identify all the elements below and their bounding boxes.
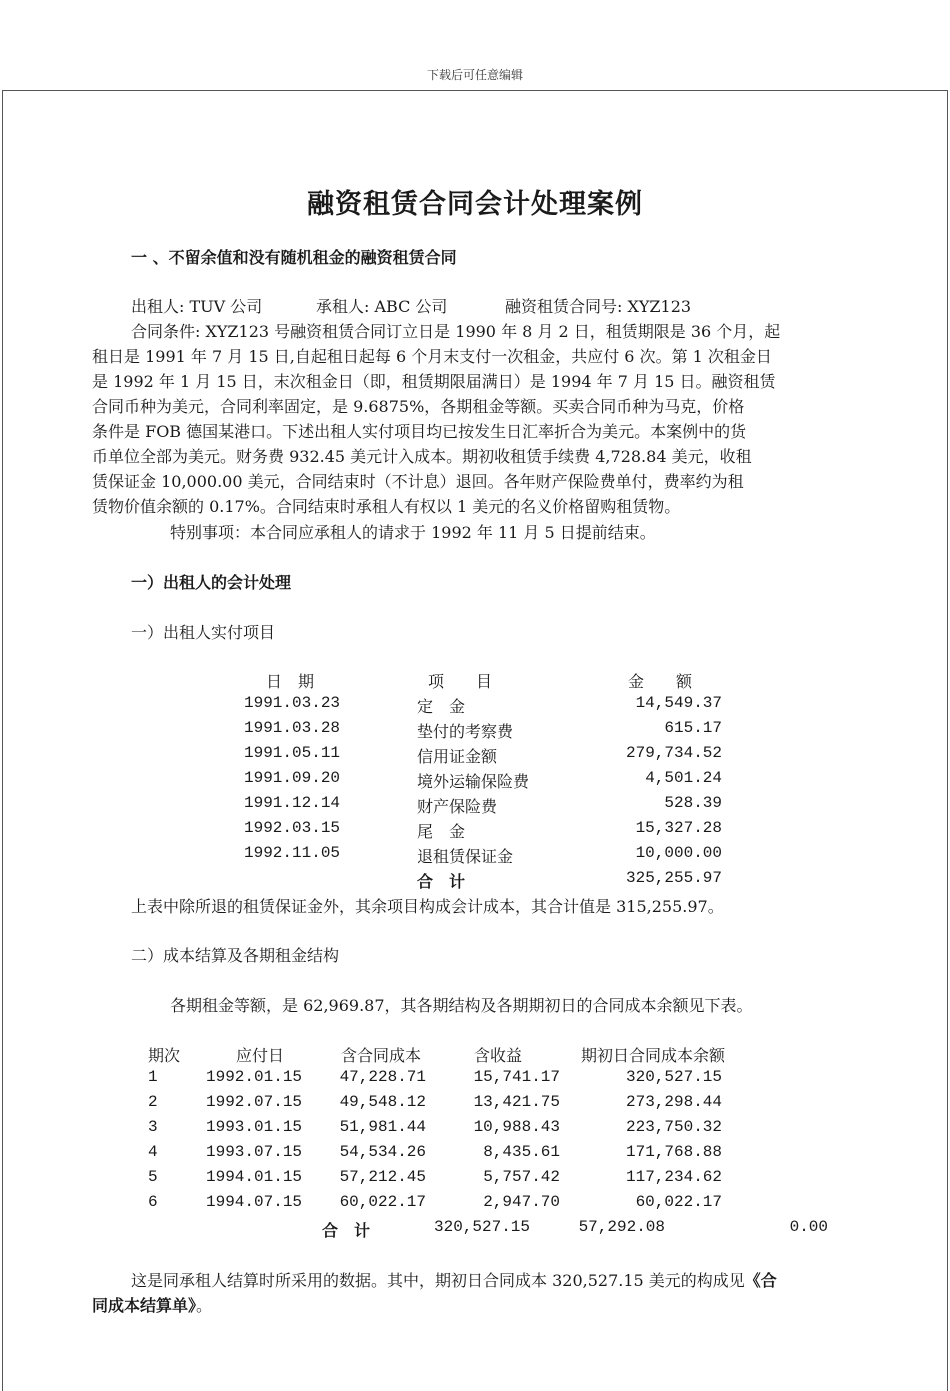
document-reference: 《合: [744, 1271, 777, 1290]
terms-line: 租日是 1991 年 7 月 15 日,自起租日起每 6 个月末支付一次租金，共应付 6 次。第 1 次租金日: [92, 347, 772, 366]
cell-period: 2: [148, 1093, 158, 1111]
column-header: 含合同成本: [341, 1046, 422, 1065]
rent-intro: 各期租金等额，是 62,969.87，其各期结构及各期期初日的合同成本余额见下表。: [170, 996, 753, 1015]
cell-amount: 279,734.52: [625, 744, 722, 762]
terms-line: 币单位全部为美元。财务费 932.45 美元计入成本。期初收租赁手续费 4,728.84 美元，收租: [92, 447, 752, 466]
cell-period: 6: [148, 1193, 158, 1211]
cell-date: 1991.09.20: [244, 769, 341, 787]
subsection-title: 二）成本结算及各期租金结构: [131, 946, 340, 965]
cell-due-date: 1993.07.15: [206, 1143, 303, 1161]
total-label: 合 计: [322, 1221, 371, 1240]
cell-date: 1991.03.23: [244, 694, 341, 712]
cell-amount: 10,000.00: [635, 844, 722, 862]
cell-amount: 15,327.28: [635, 819, 722, 837]
cell-date: 1991.03.28: [244, 719, 341, 737]
cell-balance: 60,022.17: [635, 1193, 722, 1211]
terms-line: 赁保证金 10,000.00 美元，合同结束时（不计息）退回。各年财产保险费单付，费率约为租: [92, 472, 744, 491]
column-header: 含收益: [474, 1046, 523, 1065]
cell-income: 10,988.43: [473, 1118, 560, 1136]
lessor: 出租人: TUV 公司: [131, 297, 263, 316]
column-header: 日 期: [266, 672, 315, 691]
cell-income: 8,435.61: [483, 1143, 560, 1161]
cell-income: 15,741.17: [473, 1068, 560, 1086]
cell-item: 信用证金额: [417, 747, 498, 766]
cell-income: 5,757.42: [483, 1168, 560, 1186]
column-header: 期初日合同成本余额: [581, 1046, 726, 1065]
cell-cost: 49,548.12: [339, 1093, 426, 1111]
cell-due-date: 1994.07.15: [206, 1193, 303, 1211]
section-heading-lessor: 一）出租人的会计处理: [131, 573, 292, 592]
cell-date: 1991.05.11: [244, 744, 341, 762]
cell-date: 1992.03.15: [244, 819, 341, 837]
closing-text: 这是同承租人结算时所采用的数据。其中，期初日合同成本 320,527.15 美元的构成见: [131, 1271, 745, 1290]
cell-cost: 54,534.26: [339, 1143, 426, 1161]
cell-item: 财产保险费: [417, 797, 498, 816]
total-balance: 0.00: [789, 1218, 828, 1236]
terms-line: 条件是 FOB 德国某港口。下述出租人实付项目均已按发生日汇率折合为美元。本案例中的货: [92, 422, 747, 441]
cell-item: 定 金: [417, 697, 466, 716]
document-title: 融资租赁合同会计处理案例: [307, 189, 643, 220]
column-header: 期次: [148, 1046, 181, 1065]
cell-income: 2,947.70: [483, 1193, 560, 1211]
cell-amount: 528.39: [664, 794, 722, 812]
cell-cost: 47,228.71: [339, 1068, 426, 1086]
terms-line: 合同条件: XYZ123 号融资租赁合同订立日是 1990 年 8 月 2 日，租赁期限是 36 个月，起: [131, 322, 781, 341]
column-header: 金 额: [628, 672, 693, 691]
cell-balance: 223,750.32: [625, 1118, 722, 1136]
cell-item: 尾 金: [417, 822, 466, 841]
total-label: 合 计: [417, 872, 466, 891]
cell-amount: 14,549.37: [635, 694, 722, 712]
cell-cost: 60,022.17: [339, 1193, 426, 1211]
cell-cost: 51,981.44: [339, 1118, 426, 1136]
closing-line: [131, 1268, 777, 1291]
total-cost: 320,527.15: [433, 1218, 530, 1236]
terms-line: 赁物价值余额的 0.17%。合同结束时承租人有权以 1 美元的名义价格留购租赁物。: [92, 497, 681, 516]
column-header: 项 目: [428, 672, 493, 691]
cell-balance: 273,298.44: [625, 1093, 722, 1111]
header-note: 下载后可任意编辑: [426, 68, 523, 82]
cell-item: 退租赁保证金: [417, 847, 514, 866]
cell-period: 4: [148, 1143, 158, 1161]
section-heading: 一 、不留余值和没有随机租金的融资租赁合同: [131, 248, 457, 267]
payments-note: 上表中除所退的租赁保证金外，其余项目构成会计成本，其合计值是 315,255.97。: [131, 897, 724, 916]
cell-amount: 615.17: [664, 719, 722, 737]
cell-income: 13,421.75: [473, 1093, 560, 1111]
cell-due-date: 1993.01.15: [206, 1118, 303, 1136]
closing-line: [92, 1293, 212, 1316]
cell-period: 5: [148, 1168, 158, 1186]
cell-balance: 171,768.88: [625, 1143, 722, 1161]
subsection-title: 一）出租人实付项目: [131, 623, 276, 642]
cell-item: 境外运输保险费: [417, 772, 530, 791]
total-amount: 325,255.97: [625, 869, 722, 887]
document-reference: 同成本结算单》: [92, 1296, 197, 1315]
closing-period: 。: [196, 1296, 213, 1315]
contract-number: 融资租赁合同号: XYZ123: [505, 297, 692, 316]
cell-period: 1: [148, 1068, 158, 1086]
cell-due-date: 1994.01.15: [206, 1168, 303, 1186]
terms-line: 是 1992 年 1 月 15 日，末次租金日（即，租赁期限届满日）是 1994 年 7 月 15 日。融资租赁: [92, 372, 776, 391]
cell-balance: 117,234.62: [625, 1168, 722, 1186]
column-header: 应付日: [236, 1046, 285, 1065]
cell-date: 1992.11.05: [244, 844, 341, 862]
lessee: 承租人: ABC 公司: [316, 297, 448, 316]
cell-date: 1991.12.14: [244, 794, 341, 812]
special-note: 特别事项：本合同应承租人的请求于 1992 年 11 月 5 日提前结束。: [170, 523, 656, 542]
cell-period: 3: [148, 1118, 158, 1136]
cell-due-date: 1992.01.15: [206, 1068, 303, 1086]
terms-line: 合同币种为美元，合同利率固定，是 9.6875%，各期租金等额。买卖合同币种为马克，价格: [92, 397, 745, 416]
cell-balance: 320,527.15: [625, 1068, 722, 1086]
cell-item: 垫付的考察费: [417, 722, 514, 741]
cell-amount: 4,501.24: [645, 769, 722, 787]
cell-due-date: 1992.07.15: [206, 1093, 303, 1111]
total-income: 57,292.08: [578, 1218, 665, 1236]
cell-cost: 57,212.45: [339, 1168, 426, 1186]
